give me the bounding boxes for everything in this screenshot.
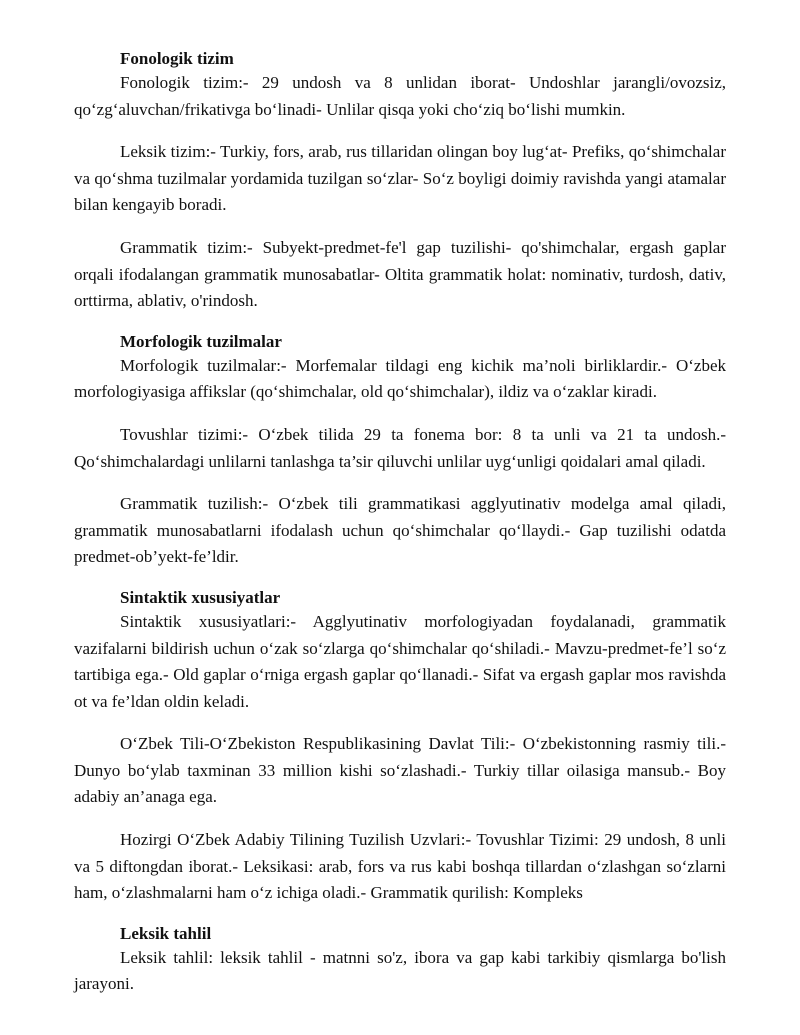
section-morfologik-tuzilmalar [74,331,726,571]
section-heading: Sintaktik xususiyatlar [120,587,281,607]
paragraph: Grammatik tizim:- Subyekt-predmet-fe'l gap tuzilishi- qo'shimchalar, ergash gaplar orqali ifodalangan grammatik munosabatlar- Oltita grammatik holat: nominativ, turdosh, dativ, orttirma, ablativ, o'rindosh. [74,237,726,311]
section-heading: Fonologik tizim [120,49,234,68]
paragraph: O‘Zbek Tili-O‘Zbekiston Respublikasining Davlat Tili:- O‘zbekistonning rasmiy tili.- Dunyo bo‘ylab taxminan 33 million kishi so‘zlashadi.- Turkiy tillar oilasiga mansub.- Boy adabiy an’anaga ega. [74,734,726,807]
paragraph: Morfologik tuzilmalar:- Morfemalar tildagi eng kichik ma’noli birliklardir.- O‘zbek morfologiyasiga affikslar (qo‘shimchalar, old qo‘shimchalar), ildiz va o‘zaklar kiradi. [74,355,726,402]
section-heading: Morfologik tuzilmalar [120,331,282,351]
section-fonologik-tizim [74,48,726,315]
paragraph: Leksik tahlil: leksik tahlil - matnni so'z, ibora va gap kabi tarkibiy qismlarga bo'lish jarayoni. [74,947,726,994]
paragraph: Grammatik tuzilish:- O‘zbek tili grammatikasi agglyutinativ modelga amal qiladi, grammatik munosabatlarni ifodalash uchun qo‘shimchalar qo‘llaydi.- Gap tuzilishi odatda predmet-ob’yekt-fe’ldir. [74,494,726,567]
paragraph: Hozirgi O‘Zbek Adabiy Tilining Tuzilish Uzvlari:- Tovushlar Tizimi: 29 undosh, 8 unli va 5 diftongdan iborat.- Leksikasi: arab, fors va rus kabi boshqa tillardan o‘zlashgan so‘zlarni ham, o‘zlashmalarni ham o‘z ichiga oladi.- Grammatik qurilish: Kompleks [74,830,726,903]
paragraph: Leksik tizim:- Turkiy, fors, arab, rus tillaridan olingan boy lug‘at- Prefiks, qo‘shimchalar va qo‘shma tuzilmalar yordamida tuzilgan so‘zlar- So‘z boyligi doimiy ravishda yangi atamalar bilan kengayib boradi. [74,142,726,215]
section-leksik-tahlil [74,923,726,998]
paragraph: Fonologik tizim:- 29 undosh va 8 unlidan iborat- Undoshlar jarangli/ovozsiz, qo‘zg‘aluvchan/frikativga bo‘linadi- Unlilar qisqa yoki cho‘ziq bo‘lishi mumkin. [74,73,726,119]
section-sintaktik-xususiyatlar [74,587,726,907]
paragraph: Tovushlar tizimi:- O‘zbek tilida 29 ta fonema bor: 8 ta unli va 21 ta undosh.- Qo‘shimchalardagi unlilarni tanlashga ta’sir qiluvchi unlilar uyg‘unligi qoidalari amal qiladi. [74,424,726,471]
section-heading: Leksik tahlil [120,923,212,943]
paragraph: Sintaktik xususiyatlari:- Agglyutinativ morfologiyadan foydalanadi, grammatik vazifalarni bildirish uchun o‘zak so‘zlarga qo‘shimchalar qo‘shiladi.- Mavzu-predmet-fe’l so‘z tartibiga ega.- Old gaplar o‘rniga ergash gaplar qo‘llanadi.- Sifat va ergash gaplar mos ravishda ot va fe’ldan oldin keladi. [74,611,726,711]
